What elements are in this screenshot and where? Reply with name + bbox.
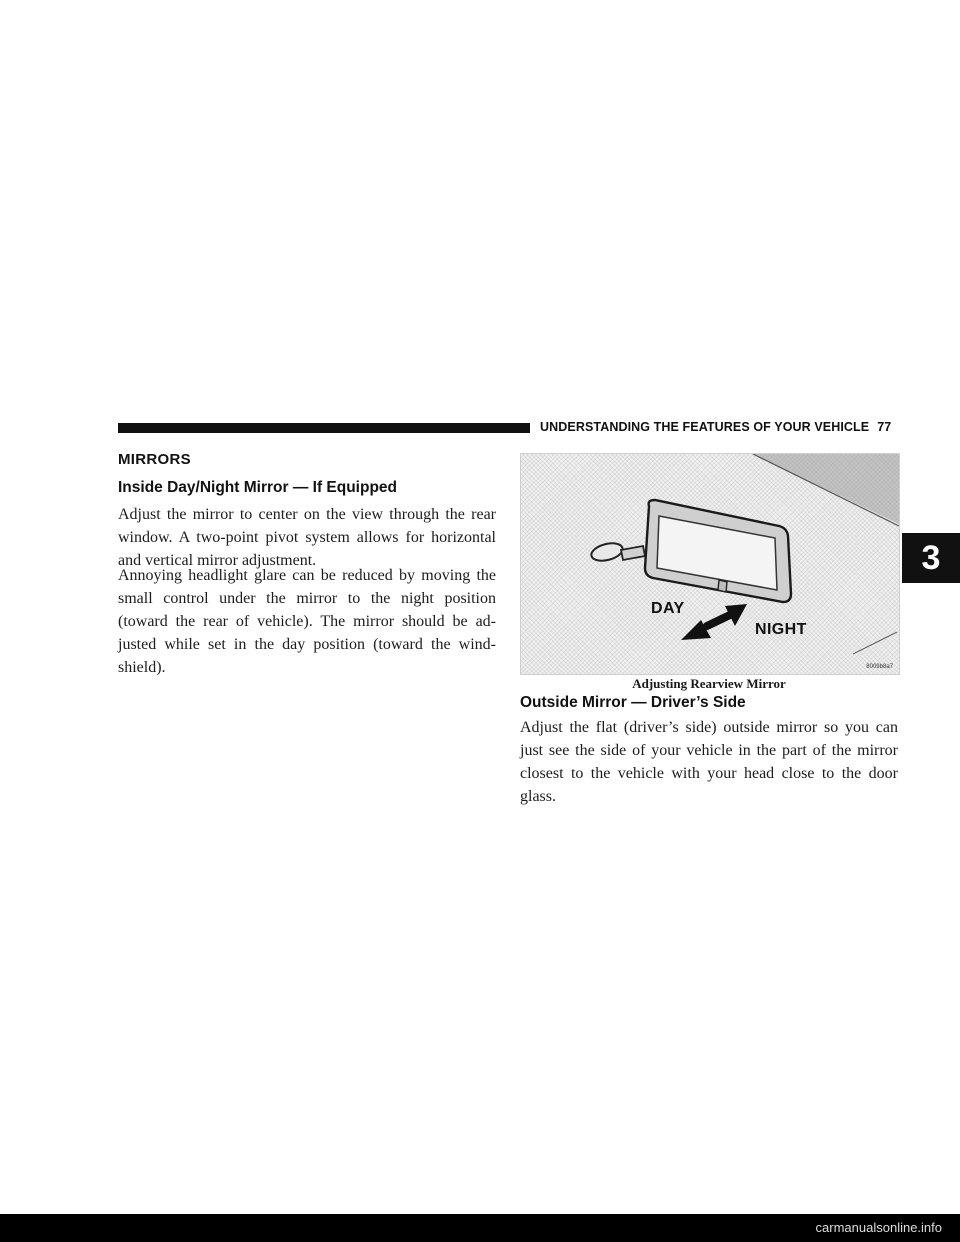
subsection-heading-outside-mirror: Outside Mirror — Driver’s Side (520, 694, 746, 711)
paragraph-inside-mirror-2: Annoying headlight glare can be reduced by moving the small control under the mirror to the night position (toward the rear of vehicle). The mirror should be ad-justed while set in the day position (toward the wind-shield). (118, 567, 496, 676)
watermark-text: carmanualsonline.info (815, 1220, 942, 1235)
running-title: UNDERSTANDING THE FEATURES OF YOUR VEHICLE (540, 420, 870, 434)
figure-label-night: NIGHT (755, 621, 807, 638)
page-number: 77 (877, 420, 892, 434)
subsection-heading-inside-mirror: Inside Day/Night Mirror — If Equipped (118, 479, 398, 496)
running-header (540, 420, 900, 434)
paragraph-outside-mirror: Adjust the flat (driver’s side) outside mirror so you can just see the side of your vehicle in the part of the mirror closest to the vehicle with your head close to the door glass. (520, 719, 898, 805)
rearview-mirror-figure (520, 453, 900, 675)
figure-label-day: DAY (651, 600, 685, 617)
chapter-tab: 3 (902, 533, 960, 583)
section-title: MIRRORS (118, 451, 191, 468)
rearview-mirror-illustration (521, 454, 899, 674)
watermark-bar (0, 1214, 960, 1242)
header-rule (118, 423, 530, 433)
figure-caption: Adjusting Rearview Mirror (632, 676, 786, 691)
paragraph-inside-mirror-1: Adjust the mirror to center on the view through the rear window. A two-point pivot system allows for horizontal and vertical mirror adjustment. (118, 506, 496, 569)
figure-image-code: 8009b8a7 (866, 664, 893, 670)
